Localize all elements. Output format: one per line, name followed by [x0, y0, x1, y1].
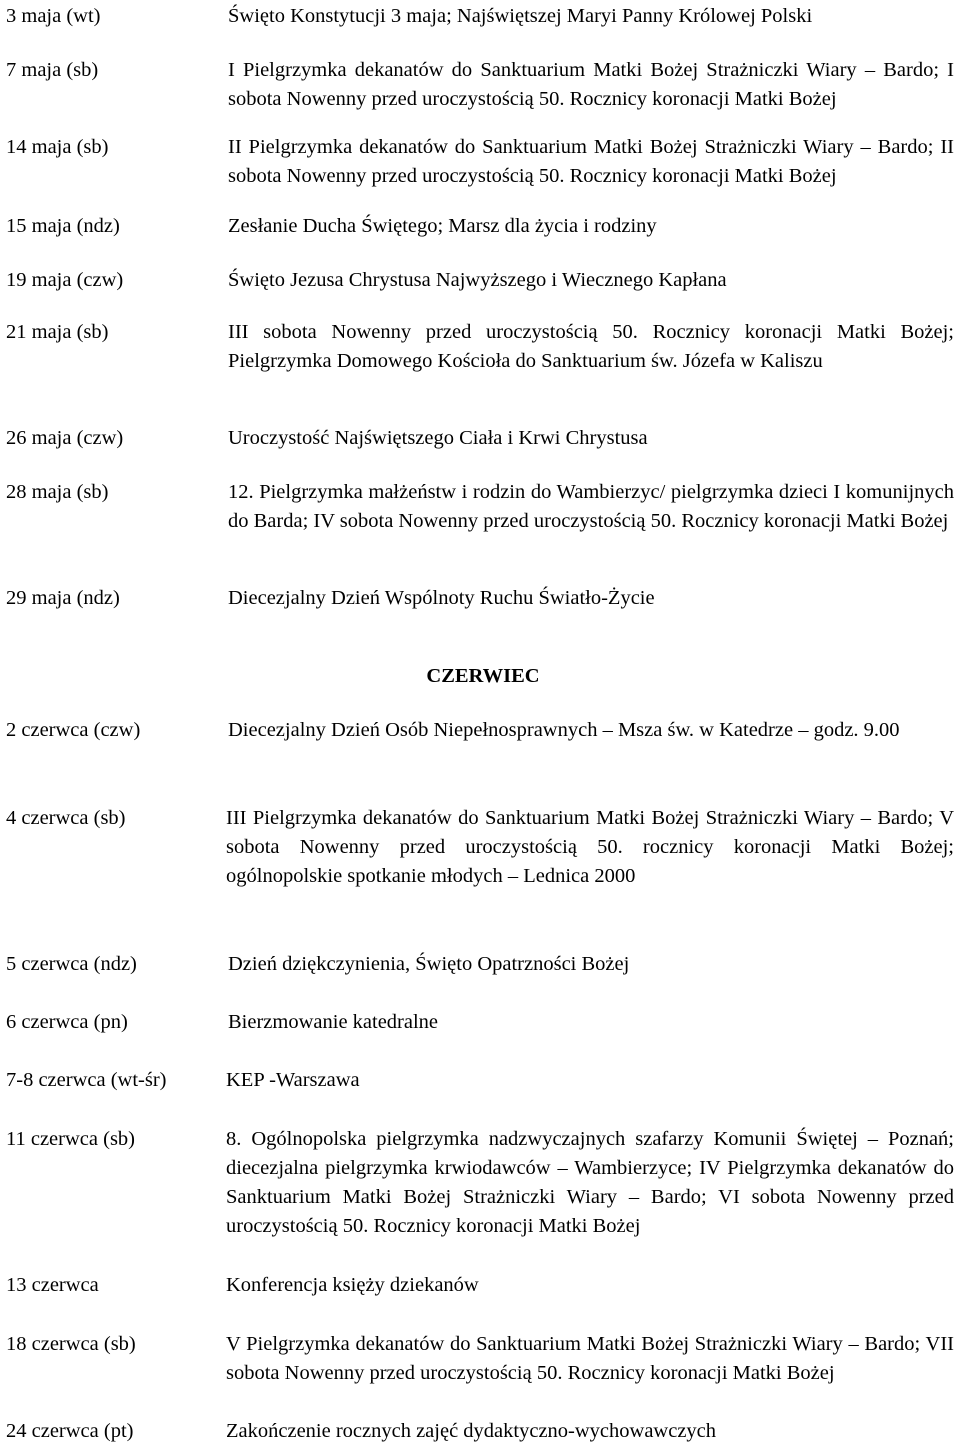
event-date: 24 czerwca (pt)	[6, 1420, 134, 1442]
event-date: 2 czerwca (czw)	[6, 719, 141, 741]
event-date: 21 maja (sb)	[6, 321, 109, 343]
event-date: 5 czerwca (ndz)	[6, 953, 137, 975]
event-text: Zesłanie Ducha Świętego; Marsz dla życia i rodziny	[228, 215, 657, 237]
event-text: Święto Jezusa Chrystusa Najwyższego i Wiecznego Kapłana	[228, 269, 727, 291]
month-heading: CZERWIEC	[426, 665, 540, 687]
event-date: 4 czerwca (sb)	[6, 807, 126, 829]
event-date: 29 maja (ndz)	[6, 587, 120, 609]
event-text: Diecezjalny Dzień Wspólnoty Ruchu Światło-Życie	[228, 587, 655, 609]
event-text: Konferencja księży dziekanów	[226, 1274, 479, 1296]
event-text: Święto Konstytucji 3 maja; Najświętszej Maryi Panny Królowej Polski	[228, 5, 813, 27]
event-date: 19 maja (czw)	[6, 269, 124, 291]
event-date: 15 maja (ndz)	[6, 215, 120, 237]
event-text: 8. Ogólnopolska pielgrzymka nadzwyczajnych szafarzy Komunii Świętej – Poznań; diecezjalna pielgrzymka krwiodawców – Wambierzyce; IV Pielgrzymka dekanatów do Sanktuarium Matki Bożej Strażniczki Wiary – Bardo; VI sobota Nowenny przed uroczystością 50. Rocznicy koronacji Matki Bożej	[226, 1128, 954, 1237]
event-text: Diecezjalny Dzień Osób Niepełnosprawnych – Msza św. w Katedrze – godz. 9.00	[228, 719, 900, 741]
event-text: III Pielgrzymka dekanatów do Sanktuarium Matki Bożej Strażniczki Wiary – Bardo; V sobota Nowenny przed uroczystością 50. rocznicy koronacji Matki Bożej; ogólnopolskie spotkanie młodych – Lednica 2000	[226, 807, 954, 887]
event-date: 13 czerwca	[6, 1274, 99, 1296]
event-date: 6 czerwca (pn)	[6, 1011, 128, 1033]
event-text: II Pielgrzymka dekanatów do Sanktuarium Matki Bożej Strażniczki Wiary – Bardo; II sobota Nowenny przed uroczystością 50. Rocznicy koronacji Matki Bożej	[228, 136, 954, 187]
event-text: I Pielgrzymka dekanatów do Sanktuarium Matki Bożej Strażniczki Wiary – Bardo; I sobota Nowenny przed uroczystością 50. Rocznicy koronacji Matki Bożej	[228, 59, 954, 110]
event-text: III sobota Nowenny przed uroczystością 50. Rocznicy koronacji Matki Bożej; Pielgrzymka Domowego Kościoła do Sanktuarium św. Józefa w Kaliszu	[228, 321, 954, 372]
event-text: KEP -Warszawa	[226, 1069, 360, 1091]
event-date: 11 czerwca (sb)	[6, 1128, 135, 1150]
event-date: 7-8 czerwca (wt-śr)	[6, 1069, 167, 1091]
event-date: 26 maja (czw)	[6, 427, 124, 449]
event-date: 28 maja (sb)	[6, 481, 109, 503]
event-date: 3 maja (wt)	[6, 5, 101, 27]
event-text: Dzień dziękczynienia, Święto Opatrzności Bożej	[228, 953, 630, 975]
event-text: 12. Pielgrzymka małżeństw i rodzin do Wambierzyc/ pielgrzymka dzieci I komunijnych do Barda; IV sobota Nowenny przed uroczystością 50. Rocznicy koronacji Matki Bożej	[228, 481, 954, 532]
event-text: Uroczystość Najświętszego Ciała i Krwi Chrystusa	[228, 427, 648, 449]
event-date: 7 maja (sb)	[6, 59, 99, 81]
event-text: Bierzmowanie katedralne	[228, 1011, 439, 1033]
event-date: 18 czerwca (sb)	[6, 1333, 136, 1355]
event-date: 14 maja (sb)	[6, 136, 109, 158]
event-text: Zakończenie rocznych zajęć dydaktyczno-wychowawczych	[226, 1420, 717, 1442]
event-text: V Pielgrzymka dekanatów do Sanktuarium Matki Bożej Strażniczki Wiary – Bardo; VII sobota Nowenny przed uroczystością 50. Rocznicy koronacji Matki Bożej	[226, 1333, 954, 1384]
